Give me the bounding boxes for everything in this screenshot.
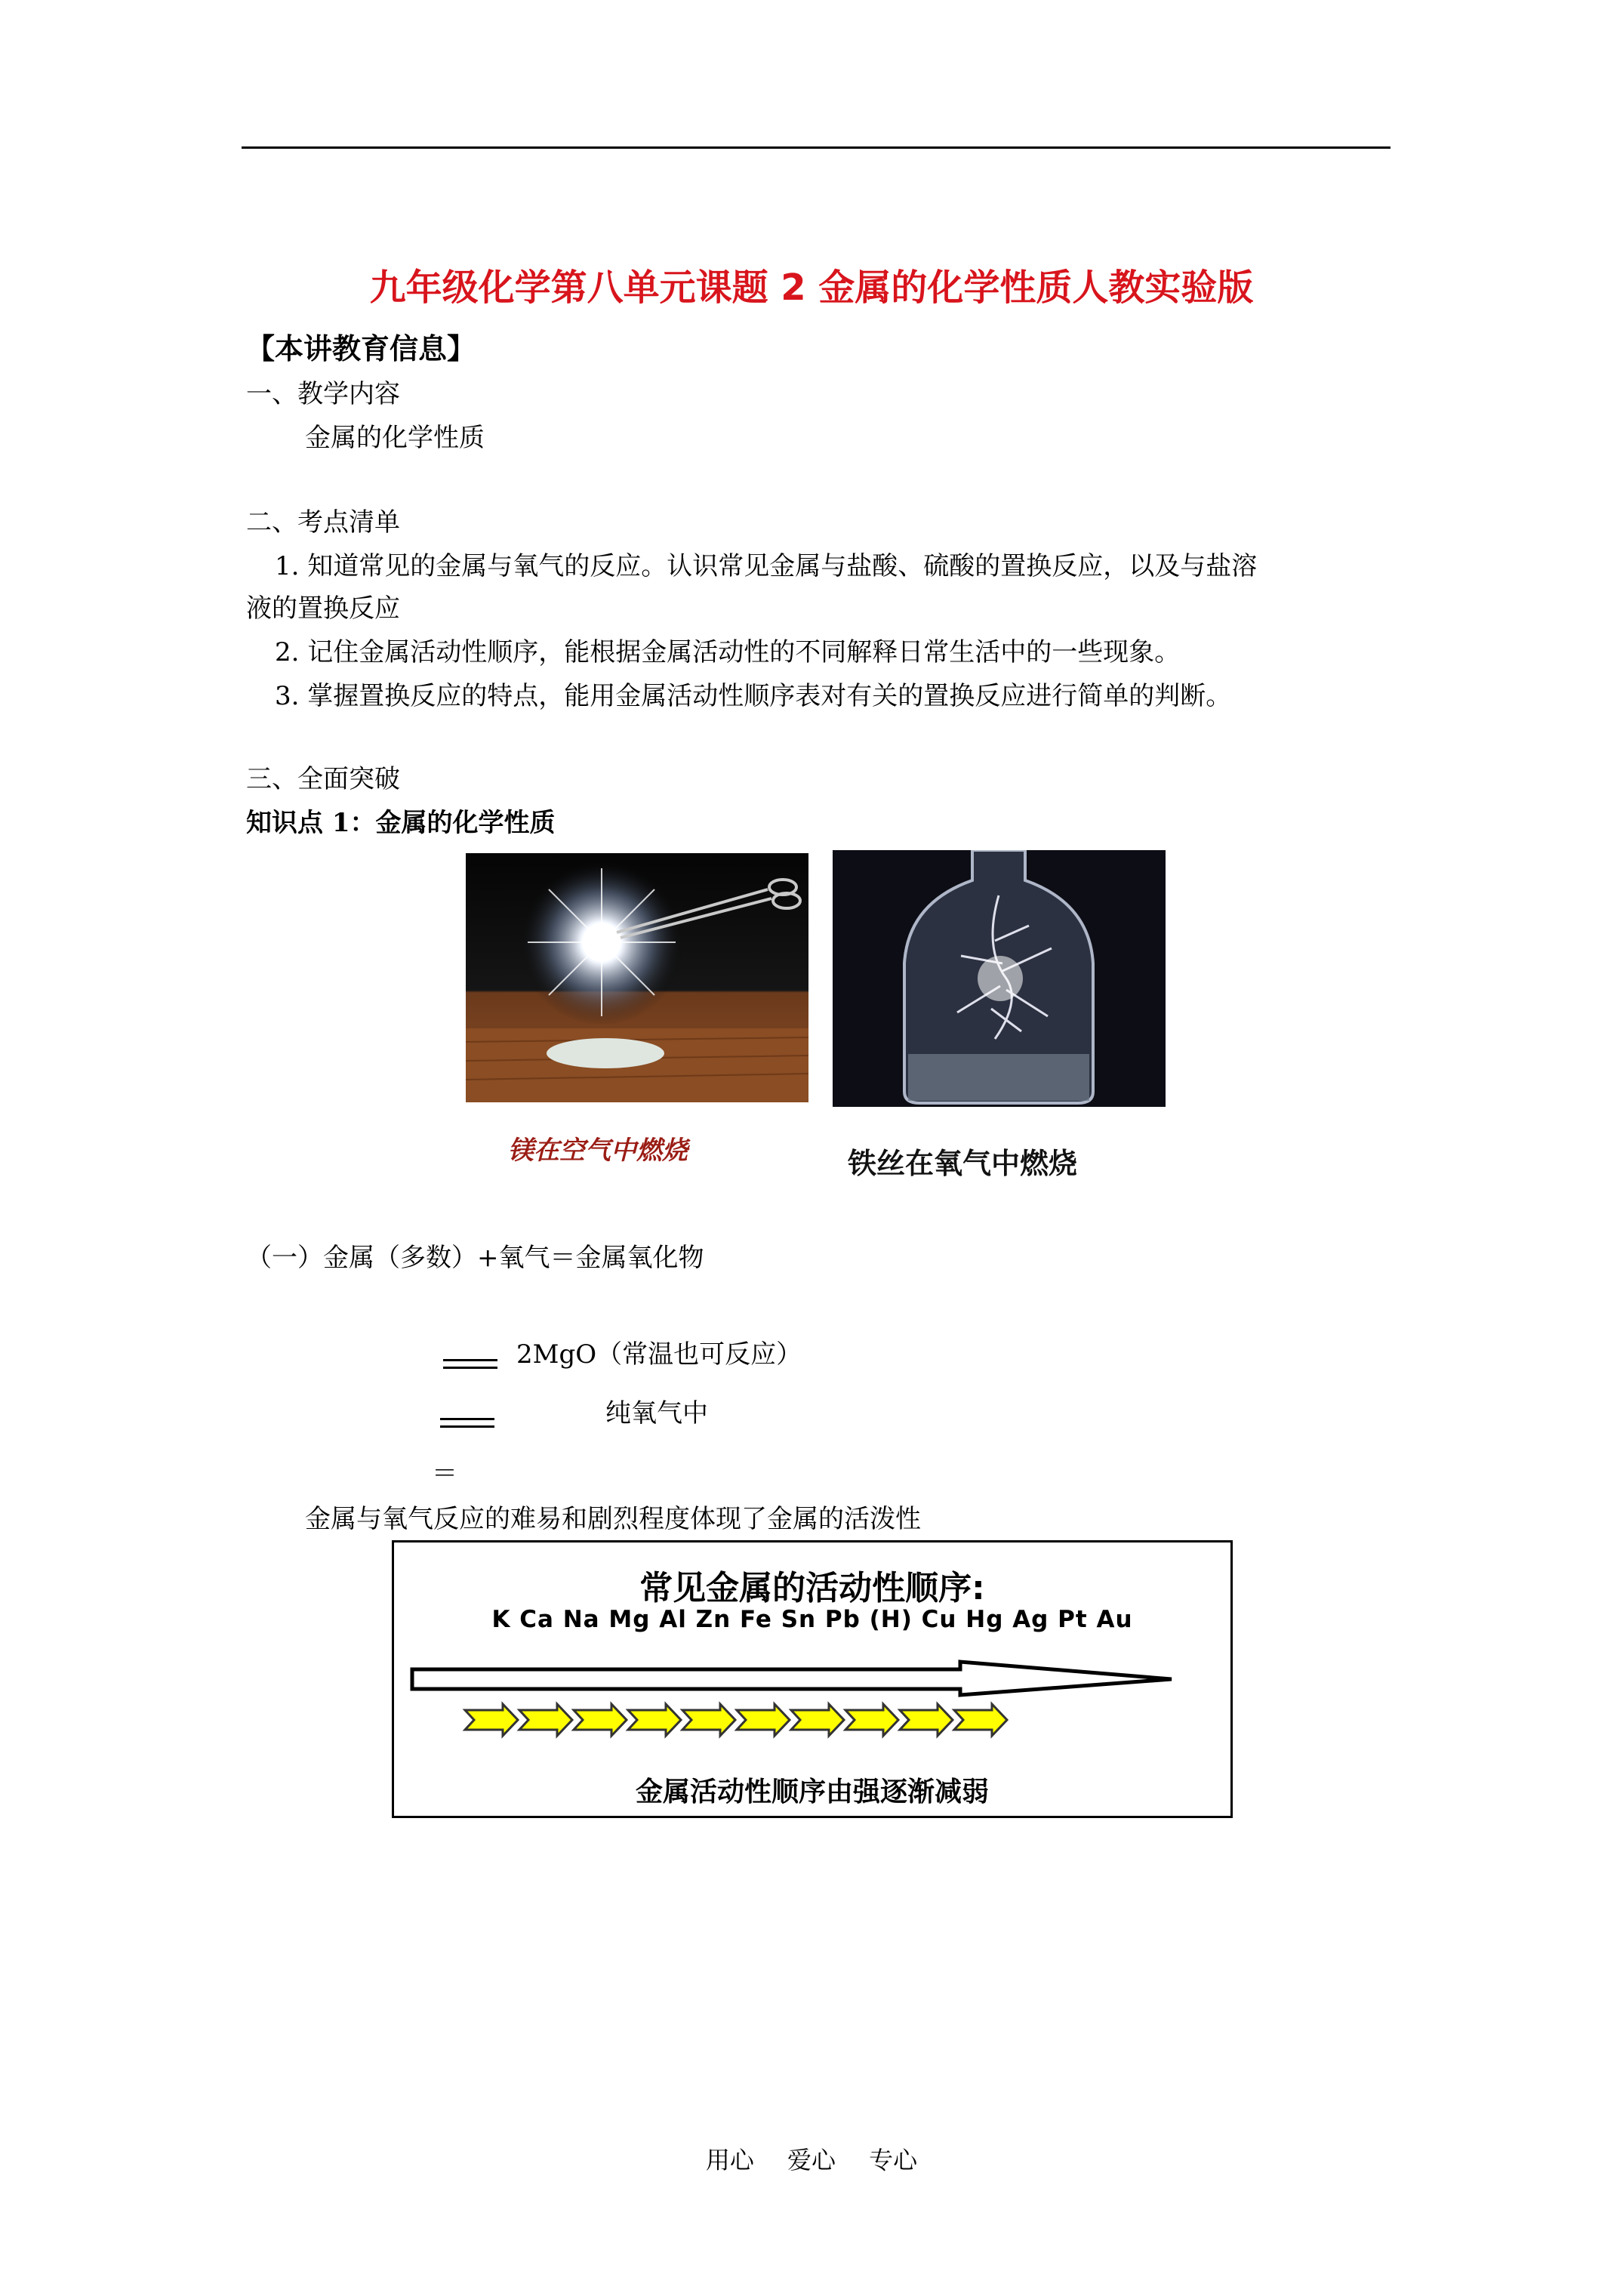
decreasing-activity-arrow [412,1662,1172,1695]
activity-series-title: 常见金属的活动性顺序: [639,1569,985,1607]
chevron-arrows [465,1704,1007,1736]
checklist-item-2: 2. 记住金属活动性顺序，能根据金属活动性的不同解释日常生活中的一些现象。 [275,637,1181,667]
knowledge-point-1: 知识点 1：金属的化学性质 [246,808,556,838]
reaction-heading: （一）金属（多数）+氧气＝金属氧化物 [246,1243,704,1273]
activity-series-figure [392,1540,1233,1818]
equation-bar-2a [440,1418,494,1420]
checklist-item-1-cont: 液的置换反应 [246,593,400,624]
section1-content: 金属的化学性质 [305,423,485,453]
checklist-item-3: 3. 掌握置换反应的特点，能用金属活动性顺序表对有关的置换反应进行简单的判断。 [275,681,1232,711]
chevron-arrow [682,1704,735,1736]
chevron-arrow [791,1704,844,1736]
header-rule [242,146,1390,149]
iron-photo-caption: 铁丝在氧气中燃烧 [848,1147,1078,1180]
page-footer: 用心 爱心 专心 [705,2146,918,2174]
equation-bar-1b [443,1367,497,1369]
chevron-arrow [465,1704,518,1736]
chevron-arrow [900,1704,953,1736]
section2-heading: 二、考点清单 [246,507,400,538]
chevron-arrow [574,1704,627,1736]
reaction-summary: 金属与氧气反应的难易和剧烈程度体现了金属的活泼性 [305,1504,921,1534]
info-heading: 【本讲教育信息】 [246,331,476,365]
iron-wire-burning-photo [833,850,1166,1107]
activity-series-metals: K Ca Na Mg Al Zn Fe Sn Pb (H) Cu Hg Ag Pt Au [491,1606,1133,1633]
section1-heading: 一、教学内容 [246,379,400,409]
chevron-arrow [519,1704,572,1736]
checklist-item-1: 1. 知道常见的金属与氧气的反应。认识常见金属与盐酸、硫酸的置换反应，以及与盐溶 [275,551,1258,581]
magnesium-burning-photo [466,853,808,1102]
chevron-arrow [628,1704,681,1736]
document-title: 九年级化学第八单元课题 2 金属的化学性质人教实验版 [369,267,1254,309]
magnesium-photo-caption: 镁在空气中燃烧 [508,1136,688,1166]
activity-series-caption: 金属活动性顺序由强逐渐减弱 [635,1776,989,1808]
equation-condition-pure-oxygen: 纯氧气中 [605,1398,708,1428]
chevron-arrow [737,1704,790,1736]
equation-mgo-product: 2MgO（常温也可反应） [516,1339,802,1370]
chevron-arrow [845,1704,898,1736]
equation-bar-2b [440,1425,494,1428]
equation-bar-1a [443,1359,497,1361]
section3-heading: 三、全面突破 [246,764,400,794]
chevron-arrow [954,1704,1007,1736]
equation-equals-sign: ＝ [432,1459,457,1489]
